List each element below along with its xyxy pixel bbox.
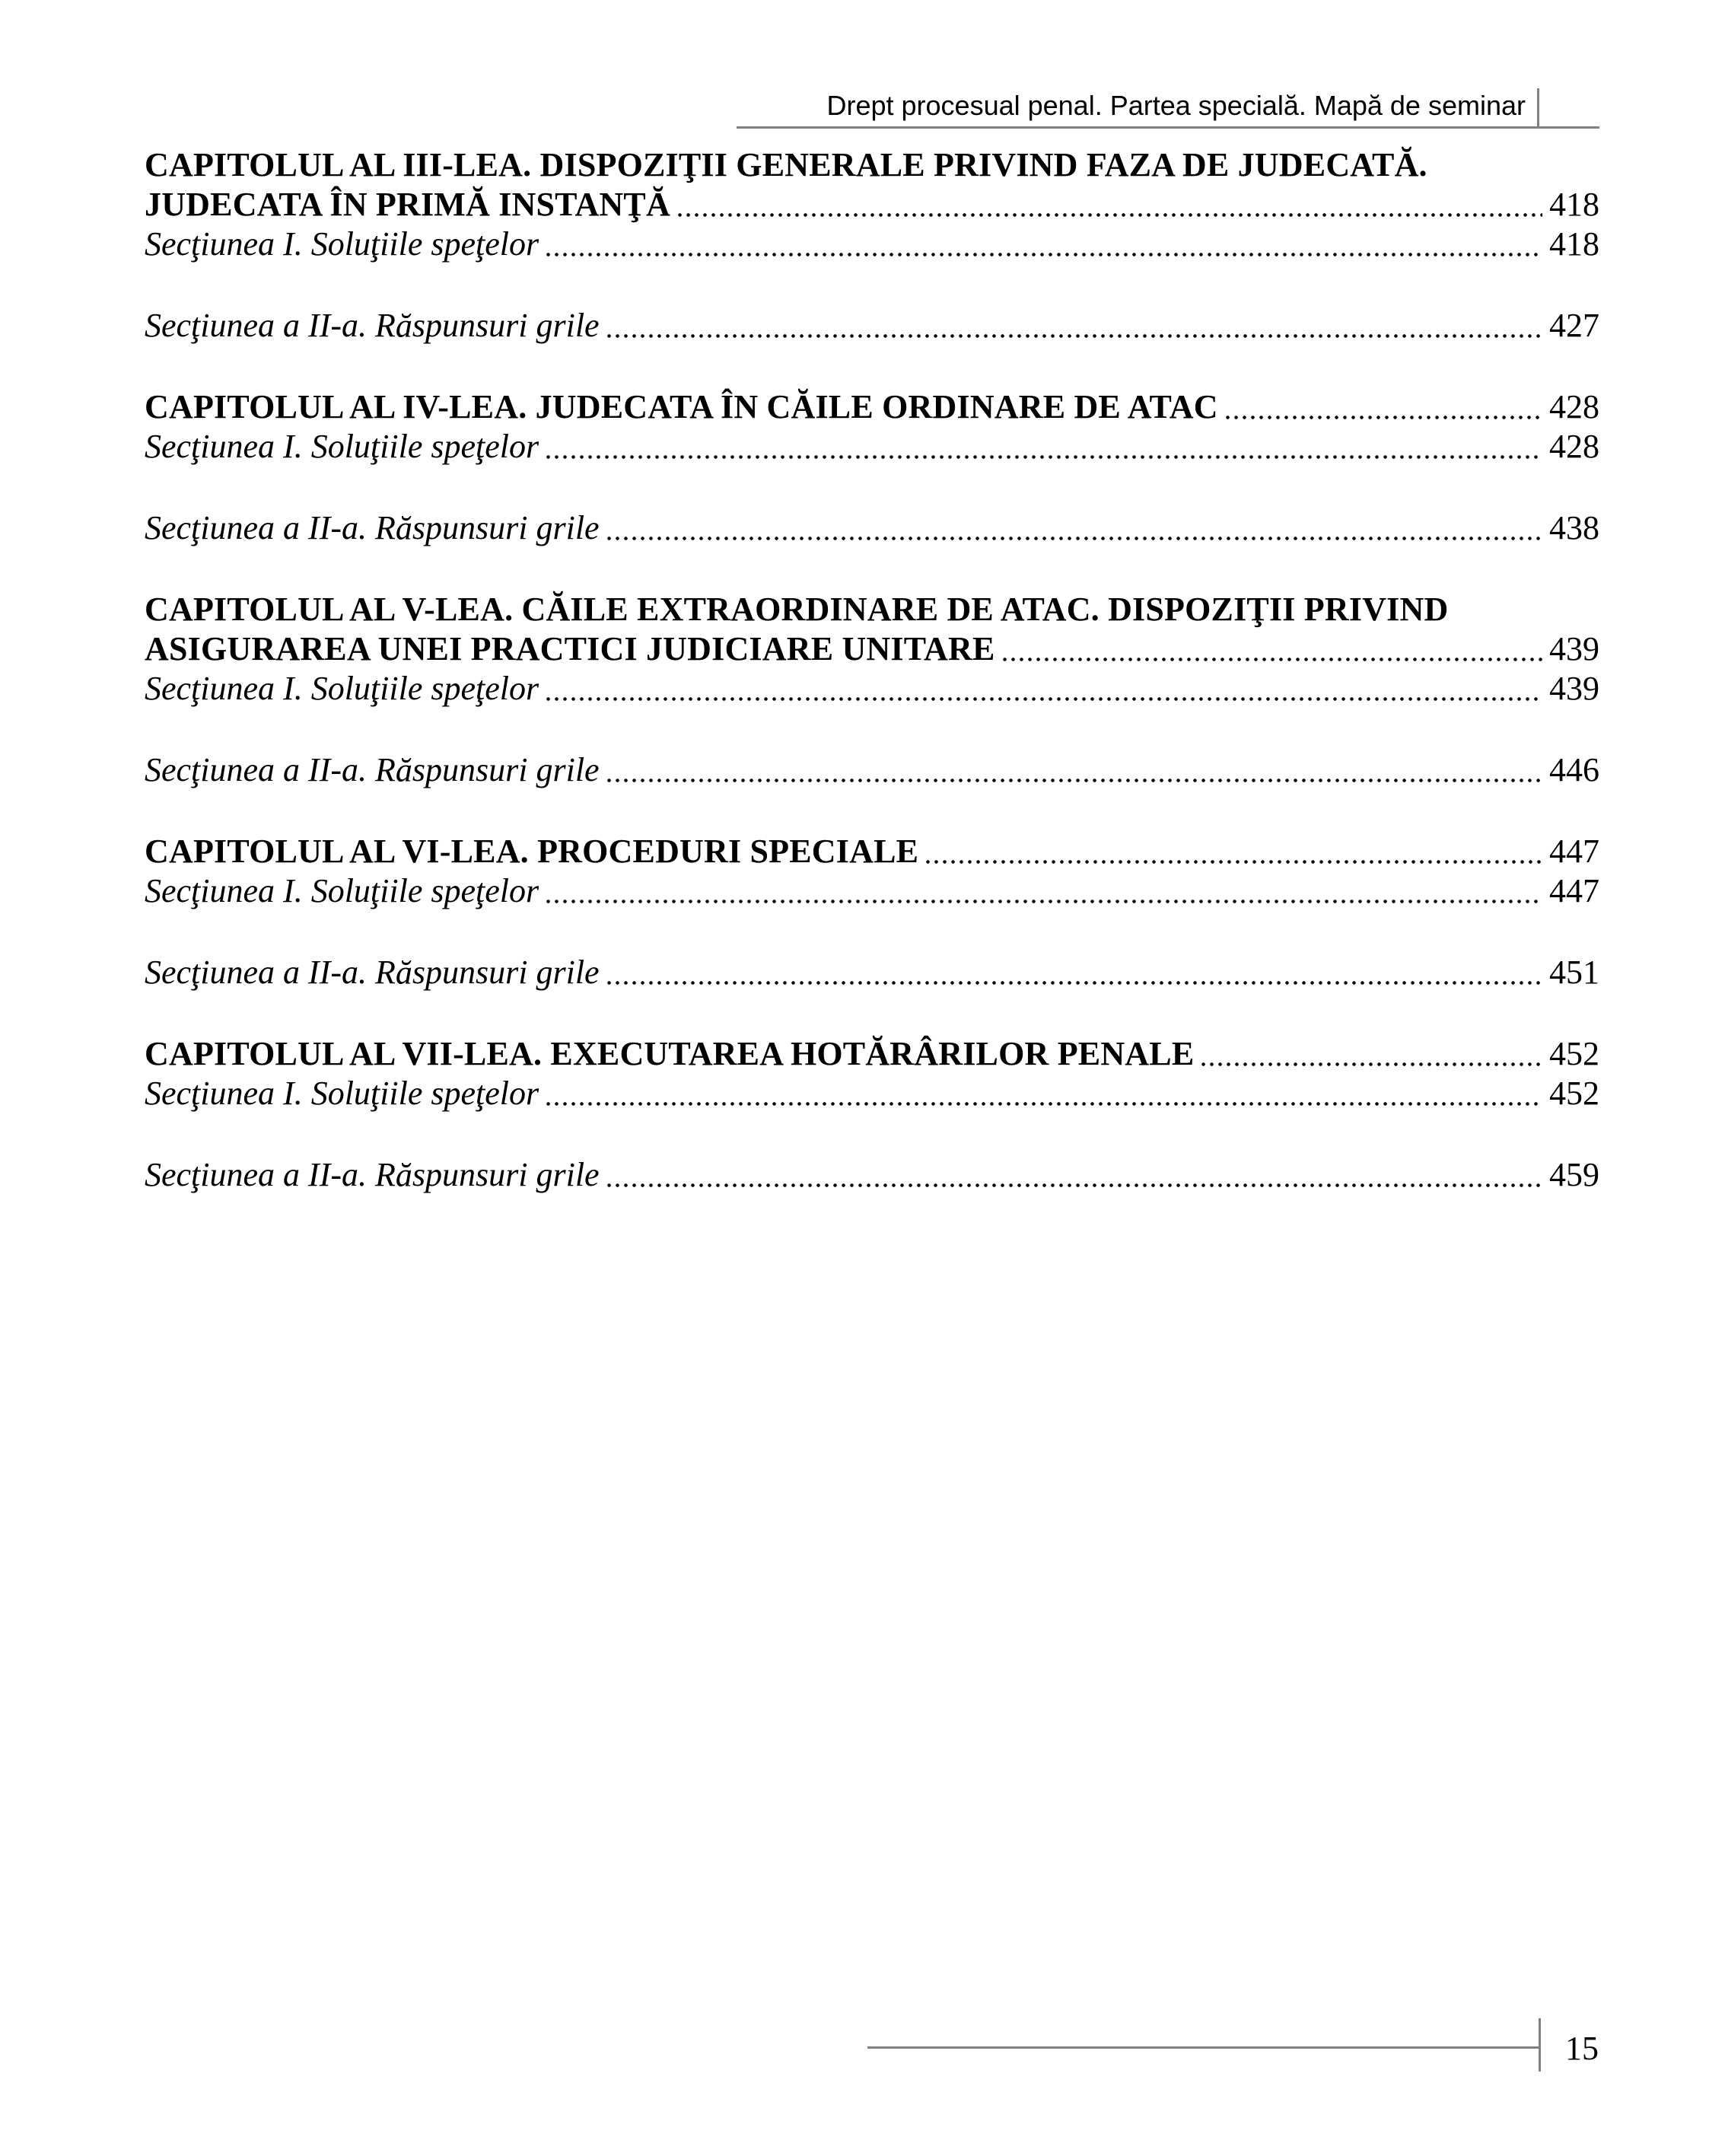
entry-label: Secţiunea I. Soluţiile speţelor	[145, 428, 539, 465]
footer-vertical-rule	[1539, 2018, 1541, 2072]
table-of-contents	[145, 145, 1599, 1195]
dot-leader	[546, 455, 1542, 459]
entry-label: Secţiunea I. Soluţiile speţelor	[145, 670, 539, 707]
entry-page-number: 447	[1549, 872, 1599, 909]
entry-page-number: 418	[1549, 186, 1599, 223]
header-horizontal-rule	[737, 126, 1599, 129]
dot-leader	[607, 537, 1542, 540]
entry-label: JUDECATA ÎN PRIMĂ INSTANŢĂ	[145, 186, 670, 223]
toc-section-entry	[145, 669, 1599, 709]
dot-leader	[607, 779, 1542, 782]
entry-label: Secţiunea a II-a. Răspunsuri grile	[145, 1156, 600, 1193]
entry-page-number: 452	[1549, 1035, 1599, 1072]
entry-page-number: 438	[1549, 509, 1599, 546]
dot-leader	[607, 1183, 1542, 1187]
footer-page-number: 15	[1565, 2030, 1599, 2067]
dot-leader	[1003, 658, 1542, 661]
entry-page-number: 452	[1549, 1075, 1599, 1112]
entry-label: CAPITOLUL AL III-LEA. DISPOZIŢII GENERALE PRIVIND FAZA DE JUDECATĂ.	[145, 146, 1427, 183]
entry-page-number: 427	[1549, 307, 1599, 344]
entry-label: Secţiunea I. Soluţiile speţelor	[145, 225, 539, 263]
header-vertical-rule	[1537, 88, 1539, 127]
toc-section-entry	[145, 953, 1599, 992]
entry-label: ASIGURAREA UNEI PRACTICI JUDICIARE UNITARE	[145, 630, 995, 667]
toc-chapter-entry	[145, 1034, 1599, 1074]
entry-label: CAPITOLUL AL VI-LEA. PROCEDURI SPECIALE	[145, 833, 919, 870]
entry-label: Secţiunea I. Soluţiile speţelor	[145, 1075, 539, 1112]
entry-page-number: 418	[1549, 225, 1599, 263]
entry-label: Secţiunea a II-a. Răspunsuri grile	[145, 751, 600, 788]
toc-chapter-entry	[145, 185, 1599, 225]
entry-label: CAPITOLUL AL VII-LEA. EXECUTAREA HOTĂRÂRILOR PENALE	[145, 1035, 1195, 1072]
entry-label: CAPITOLUL AL IV-LEA. JUDECATA ÎN CĂILE ORDINARE DE ATAC	[145, 388, 1218, 425]
entry-page-number: 428	[1549, 428, 1599, 465]
entry-page-number: 439	[1549, 630, 1599, 667]
toc-section-entry	[145, 225, 1599, 264]
toc-section-entry	[145, 427, 1599, 467]
entry-label: Secţiunea a II-a. Răspunsuri grile	[145, 954, 600, 991]
toc-section-entry	[145, 750, 1599, 790]
toc-chapter-entry	[145, 629, 1599, 669]
entry-label: Secţiunea a II-a. Răspunsuri grile	[145, 307, 600, 344]
entry-page-number: 439	[1549, 670, 1599, 707]
dot-leader	[546, 1102, 1542, 1106]
toc-chapter-entry	[145, 590, 1599, 629]
dot-leader	[546, 900, 1542, 903]
dot-leader	[546, 697, 1542, 701]
dot-leader	[607, 981, 1542, 985]
entry-label: Secţiunea a II-a. Răspunsuri grile	[145, 509, 600, 546]
toc-chapter-entry	[145, 145, 1599, 185]
toc-chapter-entry	[145, 832, 1599, 871]
running-header-title: Drept procesual penal. Partea specială. Mapă de seminar	[826, 90, 1526, 121]
dot-leader	[926, 860, 1542, 864]
dot-leader	[1226, 416, 1542, 419]
toc-section-entry	[145, 1074, 1599, 1113]
toc-section-entry	[145, 306, 1599, 346]
toc-section-entry	[145, 871, 1599, 911]
toc-section-entry	[145, 1155, 1599, 1195]
entry-page-number: 451	[1549, 954, 1599, 991]
entry-page-number: 446	[1549, 751, 1599, 788]
dot-leader	[607, 334, 1542, 338]
dot-leader	[678, 213, 1542, 217]
dot-leader	[1201, 1062, 1542, 1066]
entry-label: CAPITOLUL AL V-LEA. CĂILE EXTRAORDINARE DE ATAC. DISPOZIŢII PRIVIND	[145, 591, 1449, 628]
entry-page-number: 459	[1549, 1156, 1599, 1193]
entry-page-number: 447	[1549, 833, 1599, 870]
dot-leader	[546, 253, 1542, 256]
toc-section-entry	[145, 508, 1599, 548]
footer-horizontal-rule	[867, 2046, 1540, 2049]
entry-label: Secţiunea I. Soluţiile speţelor	[145, 872, 539, 909]
entry-page-number: 428	[1549, 388, 1599, 425]
toc-chapter-entry	[145, 387, 1599, 427]
